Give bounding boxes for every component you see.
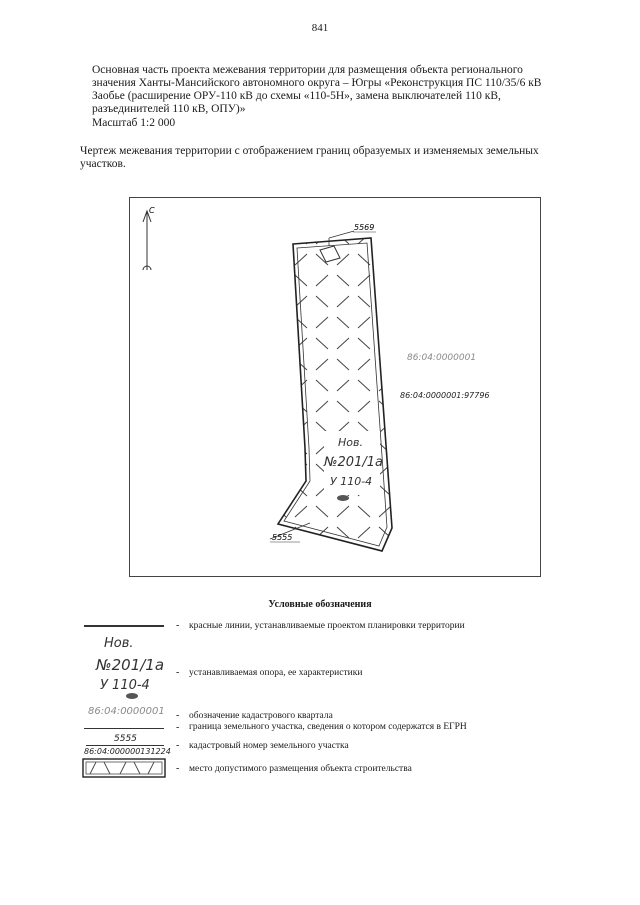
north-label: С <box>149 206 155 215</box>
hatch-stroke <box>295 569 307 578</box>
hatch-stroke <box>274 380 286 391</box>
hatch-stroke <box>400 233 412 244</box>
hatch-stroke <box>358 569 370 578</box>
hatch-stroke <box>379 254 391 265</box>
hatch-stroke <box>274 401 286 412</box>
parcel-top-label: 5569 <box>354 223 375 232</box>
hatch-stroke <box>274 275 286 286</box>
caption-line: Чертеж межевания территории с отображением границ образуемых и изменяемых земельных <box>80 145 539 157</box>
legend-quarter-symbol: 86:04:0000001 <box>88 706 165 717</box>
legend-quarter: обозначение кадастрового квартала <box>189 711 333 721</box>
legend-dash: - <box>176 667 180 678</box>
hatch-stroke <box>379 338 391 349</box>
hatch-stroke <box>379 275 391 286</box>
legend-cadastral-top: 5555 <box>114 734 137 744</box>
hatch-stroke <box>274 464 286 475</box>
hatch-stroke <box>379 296 391 307</box>
legend-dash: - <box>176 710 180 721</box>
hatch-stroke <box>379 317 391 328</box>
hatch-stroke <box>337 548 349 559</box>
hatch-stroke <box>274 485 286 496</box>
drawing-caption <box>80 145 580 171</box>
hatch-stroke <box>400 317 412 328</box>
legend-construction-area: место допустимого размещения объекта строительства <box>189 764 412 774</box>
legend-dash: - <box>176 763 180 774</box>
hatch-stroke <box>274 317 286 328</box>
hatch-stroke <box>379 569 391 578</box>
hatch-stroke <box>400 548 412 559</box>
support-annotation <box>323 431 383 501</box>
parcel-cadastral-number: 86:04:0000001:97796 <box>400 391 490 400</box>
parcel-bottom-label: 5555 <box>272 533 293 542</box>
hatch-stroke <box>274 233 286 244</box>
legend-support-line2: №201/1а <box>96 656 165 674</box>
hatch-stroke <box>400 296 412 307</box>
document-title <box>92 64 578 116</box>
legend-dash: - <box>176 740 180 751</box>
legend-cadastral-bottom: 86:04:000000131224 <box>84 747 171 756</box>
hatch-stroke <box>274 338 286 349</box>
hatch-stroke <box>295 548 307 559</box>
hatch-stroke <box>274 422 286 433</box>
hatch-stroke <box>274 569 286 578</box>
hatch-stroke <box>274 296 286 307</box>
construction-area-symbol <box>82 758 166 778</box>
hatch-stroke <box>400 443 412 454</box>
title-line: разъединителей 110 кВ, ОПУ)» <box>92 103 246 115</box>
hatch-stroke <box>400 422 412 433</box>
legend-support: устанавливаемая опора, ее характеристики <box>189 668 363 678</box>
hatch-stroke <box>316 569 328 578</box>
hatch-stroke <box>400 506 412 517</box>
hatch-stroke <box>358 548 370 559</box>
caption-line: участков. <box>80 158 126 170</box>
legend-support-marker-icon <box>126 693 138 699</box>
hatch-stroke <box>274 548 286 559</box>
support-line3: У 110-4 <box>330 475 373 488</box>
hatch-stroke <box>400 569 412 578</box>
title-line: значения Ханты-Мансийского автономного округа – Югры «Реконструкция ПС 110/35/6 кВ <box>92 77 542 89</box>
legend-red-lines: красные линии, устанавливаемые проектом планировки территории <box>189 621 465 631</box>
hatch-stroke <box>316 548 328 559</box>
hatch-stroke <box>400 275 412 286</box>
hatch-stroke <box>400 380 412 391</box>
quarter-label: 86:04:0000001 <box>407 353 477 363</box>
title-line: Заобье (расширение ОРУ-110 кВ до схемы «110-5Н», замена выключателей 110 кВ, <box>92 90 501 102</box>
hatch-stroke <box>400 485 412 496</box>
parcel-boundary-symbol <box>84 728 164 729</box>
hatch-stroke <box>400 254 412 265</box>
page-number: 841 <box>311 22 329 34</box>
legend-dash: - <box>176 620 180 631</box>
support-line2: №201/1а <box>324 455 383 470</box>
drawing-canvas <box>130 198 542 578</box>
north-arrow-icon <box>143 206 155 270</box>
support-line1: Нов. <box>338 436 363 449</box>
hatch-stroke <box>400 338 412 349</box>
hatch-stroke <box>400 401 412 412</box>
hatch-stroke <box>274 254 286 265</box>
survey-drawing <box>129 197 541 577</box>
hatch-stroke <box>379 233 391 244</box>
legend-boundary: граница земельного участка, сведения о котором содержатся в ЕГРН <box>189 722 467 732</box>
legend-title: Условные обозначения <box>268 599 372 610</box>
hatch-stroke <box>274 443 286 454</box>
legend-dash: - <box>176 722 180 733</box>
hatch-stroke <box>274 359 286 370</box>
support-marker-icon <box>337 495 349 501</box>
hatch-stroke <box>400 464 412 475</box>
legend-cadastral-number: кадастровый номер земельного участка <box>189 741 349 751</box>
legend-support-line1: Нов. <box>104 636 134 651</box>
title-line: Основная часть проекта межевания территории для размещения объекта регионального <box>92 64 523 76</box>
legend-support-line3: У 110-4 <box>100 678 150 693</box>
scale-label: Масштаб 1:2 000 <box>92 117 176 129</box>
hatch-stroke <box>400 527 412 538</box>
hatch-stroke <box>337 569 349 578</box>
legend-cadastral-divider <box>86 745 164 746</box>
red-line-symbol <box>84 625 164 627</box>
